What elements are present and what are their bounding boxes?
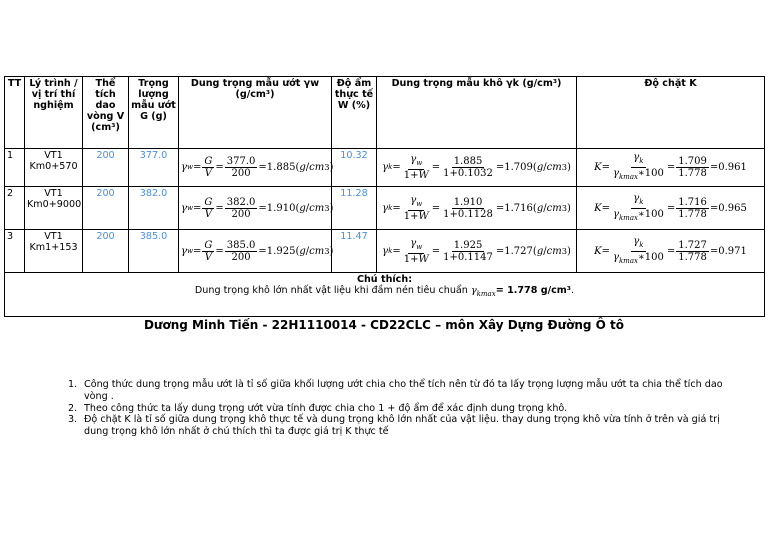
cell-the-tich: 200 xyxy=(83,187,129,230)
header-do-chat: Độ chặt K xyxy=(577,77,765,149)
header-dung-trong-kho: Dung trọng mẫu khô γk (g/cm³) xyxy=(377,77,577,149)
table-row xyxy=(5,230,765,273)
compaction-table xyxy=(4,76,765,317)
cell-ly-trinh: VT1 Km1+153 xyxy=(25,230,83,273)
table-header-row xyxy=(5,77,765,149)
cell-k-formula: K = $\frac{\gamma_k}{\gamma_{kmax}∗100}$ = $\frac{1.727}{1.778}$ = 0.971 xyxy=(577,230,765,273)
header-trong-luong: Trọng lượng mẫu ướt G (g) xyxy=(129,77,179,149)
note-cell xyxy=(5,273,765,317)
cell-the-tich: 200 xyxy=(83,149,129,187)
cell-tt: 1 xyxy=(5,149,25,187)
header-dung-trong-uot: Dung trọng mẫu ướt γw (g/cm³) xyxy=(179,77,332,149)
table-row xyxy=(5,187,765,230)
header-the-tich: Thể tích dao vòng V (cm³) xyxy=(83,77,129,149)
cell-do-am: 10.32 xyxy=(332,149,377,187)
cell-ly-trinh: VT1 Km0+9000 xyxy=(25,187,83,230)
cell-trong-luong: 377.0 xyxy=(129,149,179,187)
note-title: Chú thích: xyxy=(356,274,413,285)
header-ly-trinh: Lý trình / vị trí thí nghiệm xyxy=(25,77,83,149)
header-do-am: Độ ẩm thực tế W (%) xyxy=(332,77,377,149)
cell-k-formula: K = $\frac{\gamma_k}{\gamma_{kmax}∗100}$ = $\frac{1.716}{1.778}$ = 0.965 xyxy=(577,187,765,230)
table-row xyxy=(5,149,765,187)
cell-k-formula: K = $\frac{\gamma_k}{\gamma_{kmax}∗100}$ = $\frac{1.709}{1.778}$ = 0.961 xyxy=(577,149,765,187)
cell-dry-formula: γ k = $\frac{\gamma_w}{1+W}$ = $\frac{1.910}{1+0.1128}$ = 1.716 ( g / cm 3 ) xyxy=(377,187,577,230)
cell-wet-formula: γ w = $\frac{G}{V}$ = $\frac{377.0}{200}$ = 1.885 ( g / cm 3 ) xyxy=(179,149,332,187)
header-tt: TT xyxy=(5,77,25,149)
note-row xyxy=(5,273,765,317)
cell-dry-formula: γ k = $\frac{\gamma_w}{1+W}$ = $\frac{1.925}{1+0.1147}$ = 1.727 ( g / cm 3 ) xyxy=(377,230,577,273)
list-item: 1. Công thức dung trọng mẫu ướt là tỉ số giữa khối lượng ướt chia cho thể tích nên từ đó ta lấy trọng lượng mẫu ướt ta chia thể tích dao vòng . xyxy=(68,379,723,402)
cell-trong-luong: 382.0 xyxy=(129,187,179,230)
cell-tt: 2 xyxy=(5,187,25,230)
list-item: 3. Độ chặt K là tỉ số giữa dung trọng khô thực tế và dung trọng khô lớn nhất của vật liệu. thay dung trọng khô vừa tính ở trên và giá trị dung trọng khô lớn nhất ở chú thích thì ta được giá trị K thực tế xyxy=(68,414,720,438)
cell-the-tich: 200 xyxy=(83,230,129,273)
note-text: Dung trọng khô lớn nhất vật liệu khi đầm nén tiêu chuẩn $\gamma_{kmax}= 1.778$ g/cm³. xyxy=(194,285,575,298)
author-line: Dương Minh Tiến - 22H1110014 - CD22CLC – môn Xây Dựng Đường Ô tô xyxy=(143,318,625,332)
cell-wet-formula: γ w = $\frac{G}{V}$ = $\frac{385.0}{200}$ = 1.925 ( g / cm 3 ) xyxy=(179,230,332,273)
list-item: 2. Theo công thức ta lấy dung trọng ướt vừa tính được chia cho 1 + độ ẩm để xác định dung trọng khô. xyxy=(68,402,568,414)
cell-ly-trinh: VT1 Km0+570 xyxy=(25,149,83,187)
cell-do-am: 11.47 xyxy=(332,230,377,273)
cell-tt: 3 xyxy=(5,230,25,273)
cell-wet-formula: γ w = $\frac{G}{V}$ = $\frac{382.0}{200}$ = 1.910 ( g / cm 3 ) xyxy=(179,187,332,230)
cell-trong-luong: 385.0 xyxy=(129,230,179,273)
cell-do-am: 11.28 xyxy=(332,187,377,230)
cell-dry-formula: γ k = $\frac{\gamma_w}{1+W}$ = $\frac{1.885}{1+0.1032}$ = 1.709 ( g / cm 3 ) xyxy=(377,149,577,187)
explanation-list xyxy=(68,379,724,438)
